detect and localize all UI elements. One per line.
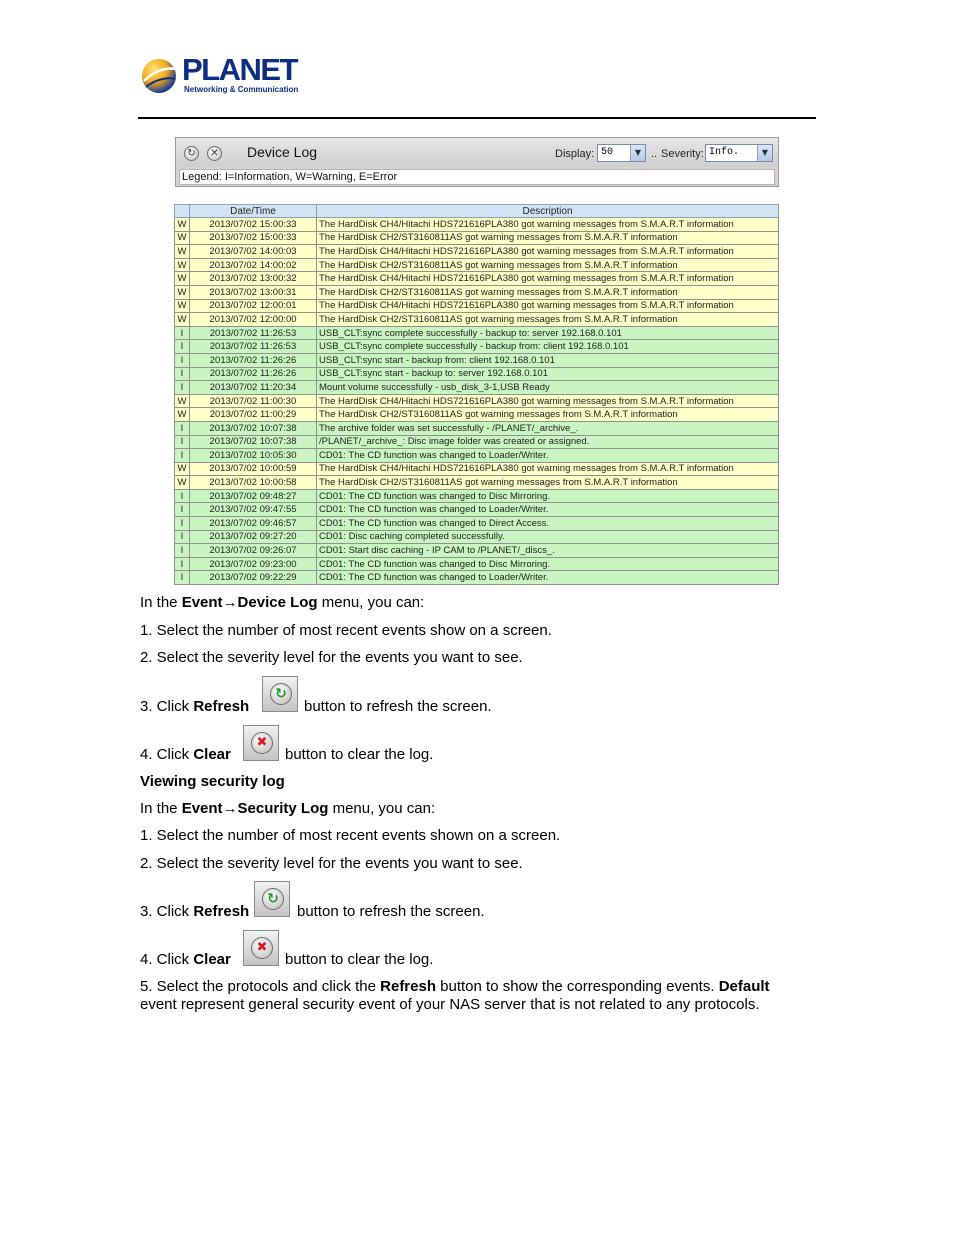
datetime-cell: 2013/07/02 09:23:00: [190, 557, 317, 571]
description-cell: CD01: The CD function was changed to Loader/Writer.: [317, 571, 779, 585]
separator-dots: ..: [651, 148, 658, 160]
refresh-icon: ↻: [270, 683, 292, 705]
description-cell: The HardDisk CH4/Hitachi HDS721616PLA380 got warning messages from S.M.A.R.T information: [317, 272, 779, 286]
clear-button[interactable]: [243, 930, 279, 966]
table-row: [175, 367, 779, 381]
datetime-cell: 2013/07/02 09:48:27: [190, 489, 317, 503]
table-row: [175, 231, 779, 245]
datetime-cell: 2013/07/02 09:22:29: [190, 571, 317, 585]
table-row: [175, 218, 779, 232]
step-text: event represent general security event of your NAS server that is not related to any protocols.: [140, 996, 760, 1013]
panel-title: Device Log: [247, 144, 318, 160]
datetime-cell: 2013/07/02 14:00:02: [190, 258, 317, 272]
device-step-1: 1. Select the number of most recent events show on a screen.: [140, 622, 552, 639]
severity-cell: W: [175, 231, 190, 245]
brand-name: PLANET: [182, 52, 297, 87]
table-row: [175, 503, 779, 517]
description-cell: The HardDisk CH4/Hitachi HDS721616PLA380 got warning messages from S.M.A.R.T information: [317, 299, 779, 313]
description-cell: The HardDisk CH2/ST3160811AS got warning messages from S.M.A.R.T information: [317, 258, 779, 272]
chevron-down-icon: ▼: [757, 145, 772, 161]
table-row: [175, 285, 779, 299]
description-cell: CD01: The CD function was changed to Loader/Writer.: [317, 449, 779, 463]
description-cell: CD01: The CD function was changed to Loader/Writer.: [317, 503, 779, 517]
refresh-button[interactable]: [254, 881, 290, 917]
table-row: [175, 421, 779, 435]
intro-text-end: menu, you can:: [317, 594, 425, 611]
datetime-cell: 2013/07/02 11:00:29: [190, 408, 317, 422]
table-row: [175, 340, 779, 354]
description-cell: The HardDisk CH4/Hitachi HDS721616PLA380 got warning messages from S.M.A.R.T information: [317, 462, 779, 476]
security-step-5: [140, 978, 800, 1014]
table-row: [175, 394, 779, 408]
severity-cell: W: [175, 285, 190, 299]
datetime-cell: 2013/07/02 11:00:30: [190, 394, 317, 408]
datetime-cell: 2013/07/02 13:00:32: [190, 272, 317, 286]
severity-cell: W: [175, 476, 190, 490]
description-cell: The HardDisk CH2/ST3160811AS got warning messages from S.M.A.R.T information: [317, 313, 779, 327]
datetime-cell: 2013/07/02 11:26:53: [190, 326, 317, 340]
display-label: Display:: [555, 148, 595, 160]
description-cell: CD01: The CD function was changed to Direct Access.: [317, 517, 779, 531]
severity-select[interactable]: [705, 144, 773, 162]
datetime-cell: 2013/07/02 15:00:33: [190, 231, 317, 245]
severity-cell: I: [175, 381, 190, 395]
security-step-4-end: button to clear the log.: [285, 951, 434, 968]
description-cell: The HardDisk CH4/Hitachi HDS721616PLA380 got warning messages from S.M.A.R.T information: [317, 218, 779, 232]
severity-cell: I: [175, 517, 190, 531]
clear-icon: ✖: [251, 732, 273, 754]
table-row: [175, 313, 779, 327]
description-cell: The HardDisk CH2/ST3160811AS got warning messages from S.M.A.R.T information: [317, 408, 779, 422]
severity-label: Severity:: [661, 148, 704, 160]
clear-button[interactable]: [243, 725, 279, 761]
security-log-heading: [140, 773, 285, 791]
refresh-icon: ↻: [262, 888, 284, 910]
description-cell: CD01: The CD function was changed to Disc Mirroring.: [317, 557, 779, 571]
table-row: [175, 435, 779, 449]
table-row: [175, 326, 779, 340]
log-table-body: [175, 218, 779, 585]
intro-text: In the: [140, 800, 182, 817]
step-bold: Clear: [193, 746, 231, 763]
severity-cell: I: [175, 557, 190, 571]
severity-cell: I: [175, 571, 190, 585]
section-heading: Viewing security log: [140, 773, 285, 790]
severity-cell: W: [175, 394, 190, 408]
device-log-panel: [175, 137, 779, 187]
severity-cell: I: [175, 544, 190, 558]
severity-select-value: Info.: [709, 147, 740, 158]
datetime-cell: 2013/07/02 09:47:55: [190, 503, 317, 517]
description-cell: CD01: Disc caching completed successfully.: [317, 530, 779, 544]
datetime-cell: 2013/07/02 12:00:00: [190, 313, 317, 327]
severity-cell: W: [175, 272, 190, 286]
step-bold: Refresh: [193, 698, 250, 715]
table-row: [175, 258, 779, 272]
display-select[interactable]: [597, 144, 646, 162]
column-header-datetime: Date/Time: [190, 205, 317, 218]
table-row: [175, 530, 779, 544]
datetime-cell: 2013/07/02 09:46:57: [190, 517, 317, 531]
description-cell: The HardDisk CH2/ST3160811AS got warning messages from S.M.A.R.T information: [317, 476, 779, 490]
header-divider: [138, 117, 816, 119]
device-step-3: [140, 698, 249, 716]
severity-cell: I: [175, 530, 190, 544]
security-step-1: 1. Select the number of most recent events shown on a screen.: [140, 827, 561, 844]
datetime-cell: 2013/07/02 10:00:59: [190, 462, 317, 476]
datetime-cell: 2013/07/02 11:26:26: [190, 367, 317, 381]
planet-logo: [140, 52, 300, 97]
security-step-3-end: button to refresh the screen.: [297, 903, 485, 920]
step-text: 3. Click: [140, 903, 194, 920]
step-text: 4. Click: [140, 746, 194, 763]
brand-tagline: Networking & Communication: [184, 85, 299, 94]
refresh-button[interactable]: [262, 676, 298, 712]
refresh-icon[interactable]: ↻: [184, 146, 199, 161]
device-log-toolbar: [176, 138, 778, 167]
intro-text: In the: [140, 594, 182, 611]
description-cell: Mount volume successfully - usb_disk_3-1,USB Ready: [317, 381, 779, 395]
datetime-cell: 2013/07/02 10:00:58: [190, 476, 317, 490]
device-step-4: [140, 746, 231, 764]
description-cell: The HardDisk CH4/Hitachi HDS721616PLA380 got warning messages from S.M.A.R.T information: [317, 245, 779, 259]
clear-icon: ✖: [251, 937, 273, 959]
device-step-4-end: button to clear the log.: [285, 746, 434, 763]
intro-menu-path: Event→Device Log: [181, 594, 318, 611]
table-row: [175, 544, 779, 558]
datetime-cell: 2013/07/02 13:00:31: [190, 285, 317, 299]
severity-cell: W: [175, 245, 190, 259]
description-cell: USB_CLT:sync complete successfully - backup from: client 192.168.0.101: [317, 340, 779, 354]
column-header-severity: [175, 205, 190, 218]
severity-cell: I: [175, 353, 190, 367]
step-bold: Clear: [193, 951, 231, 968]
datetime-cell: 2013/07/02 10:07:38: [190, 421, 317, 435]
description-cell: The HardDisk CH2/ST3160811AS got warning messages from S.M.A.R.T information: [317, 231, 779, 245]
severity-cell: W: [175, 408, 190, 422]
step-text: 3. Click: [140, 698, 194, 715]
table-header-row: [175, 205, 779, 218]
description-cell: The archive folder was set successfully - /PLANET/_archive_.: [317, 421, 779, 435]
device-log-table: [174, 204, 779, 585]
datetime-cell: 2013/07/02 14:00:03: [190, 245, 317, 259]
table-row: [175, 449, 779, 463]
datetime-cell: 2013/07/02 12:00:01: [190, 299, 317, 313]
clear-icon[interactable]: ✕: [207, 146, 222, 161]
table-row: [175, 476, 779, 490]
datetime-cell: 2013/07/02 10:07:38: [190, 435, 317, 449]
table-row: [175, 245, 779, 259]
severity-cell: I: [175, 435, 190, 449]
description-cell: CD01: Start disc caching - IP CAM to /PLANET/_discs_.: [317, 544, 779, 558]
description-cell: /PLANET/_archive_: Disc image folder was created or assigned.: [317, 435, 779, 449]
table-row: [175, 408, 779, 422]
table-row: [175, 272, 779, 286]
datetime-cell: 2013/07/02 09:26:07: [190, 544, 317, 558]
datetime-cell: 2013/07/02 09:27:20: [190, 530, 317, 544]
severity-cell: W: [175, 218, 190, 232]
datetime-cell: 2013/07/02 10:05:30: [190, 449, 317, 463]
security-step-3: [140, 903, 249, 921]
step-bold: Refresh: [193, 903, 250, 920]
table-row: [175, 517, 779, 531]
security-step-4: [140, 951, 231, 969]
intro-menu-path: Event→Security Log: [181, 800, 329, 817]
device-step-2: 2. Select the severity level for the events you want to see.: [140, 649, 523, 666]
severity-cell: I: [175, 489, 190, 503]
table-row: [175, 557, 779, 571]
display-select-value: 50: [601, 147, 614, 158]
security-step-2: 2. Select the severity level for the events you want to see.: [140, 855, 523, 872]
description-cell: The HardDisk CH4/Hitachi HDS721616PLA380 got warning messages from S.M.A.R.T information: [317, 394, 779, 408]
severity-cell: W: [175, 258, 190, 272]
table-row: [175, 489, 779, 503]
table-row: [175, 299, 779, 313]
severity-cell: I: [175, 449, 190, 463]
step-bold: Refresh: [380, 978, 436, 995]
chevron-down-icon: ▼: [630, 145, 645, 161]
table-row: [175, 381, 779, 395]
security-log-intro: [140, 800, 435, 818]
globe-icon: [140, 57, 178, 95]
datetime-cell: 2013/07/02 11:20:34: [190, 381, 317, 395]
legend: Legend: I=Information, W=Warning, E=Error: [179, 169, 775, 185]
severity-cell: W: [175, 299, 190, 313]
severity-cell: I: [175, 503, 190, 517]
table-row: [175, 571, 779, 585]
column-header-description: Description: [317, 205, 779, 218]
datetime-cell: 2013/07/02 15:00:33: [190, 218, 317, 232]
severity-cell: I: [175, 326, 190, 340]
step-bold: Default: [718, 978, 770, 995]
step-text: 5. Select the protocols and click the: [140, 978, 381, 995]
step-text: 4. Click: [140, 951, 194, 968]
datetime-cell: 2013/07/02 11:26:53: [190, 340, 317, 354]
description-cell: USB_CLT:sync start - backup from: client 192.168.0.101: [317, 353, 779, 367]
datetime-cell: 2013/07/02 11:26:26: [190, 353, 317, 367]
device-step-3-end: button to refresh the screen.: [304, 698, 492, 715]
severity-cell: I: [175, 367, 190, 381]
description-cell: USB_CLT:sync complete successfully - backup to: server 192.168.0.101: [317, 326, 779, 340]
description-cell: The HardDisk CH2/ST3160811AS got warning messages from S.M.A.R.T information: [317, 285, 779, 299]
table-row: [175, 353, 779, 367]
device-log-intro: [140, 594, 424, 612]
severity-cell: W: [175, 462, 190, 476]
description-cell: CD01: The CD function was changed to Disc Mirroring.: [317, 489, 779, 503]
severity-cell: I: [175, 340, 190, 354]
severity-cell: I: [175, 421, 190, 435]
intro-text-end: menu, you can:: [328, 800, 436, 817]
table-row: [175, 462, 779, 476]
step-text: button to show the corresponding events.: [436, 978, 719, 995]
description-cell: USB_CLT:sync start - backup to: server 192.168.0.101: [317, 367, 779, 381]
severity-cell: W: [175, 313, 190, 327]
